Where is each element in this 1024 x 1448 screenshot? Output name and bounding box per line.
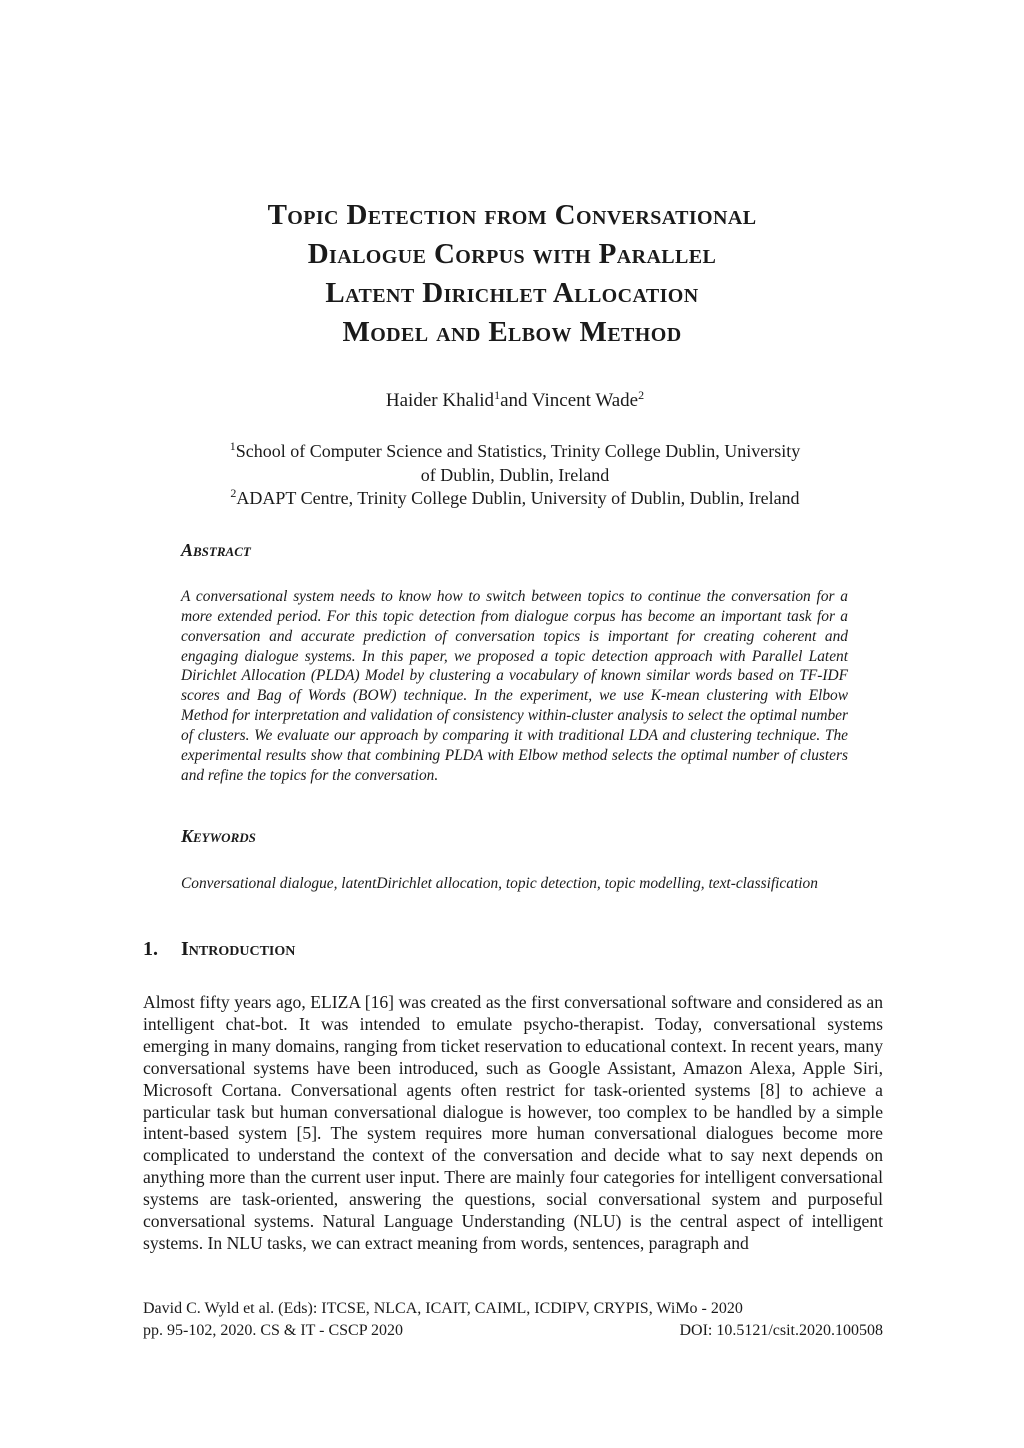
affiliation-superscript: 1 bbox=[229, 439, 236, 453]
title-line: Latent Dirichlet Allocation bbox=[325, 277, 699, 309]
section-title: Introduction bbox=[181, 938, 296, 960]
affiliation-line bbox=[170, 440, 860, 464]
footer-doi: DOI: 10.5121/csit.2020.100508 bbox=[679, 1322, 883, 1339]
author-superscript: 2 bbox=[638, 388, 645, 402]
title-line: Dialogue Corpus with Parallel bbox=[307, 238, 717, 270]
keywords-text: Conversational dialogue, latentDirichlet allocation, topic detection, topic modelling, text-classification bbox=[181, 875, 818, 892]
page-footer bbox=[143, 1298, 883, 1342]
introduction-heading bbox=[143, 938, 295, 961]
section-number: 1. bbox=[143, 938, 158, 960]
affiliation-line: of Dublin, Dublin, Ireland bbox=[420, 464, 610, 485]
footer-citation: David C. Wyld et al. (Eds): ITCSE, NLCA, ICAIT, CAIML, ICDIPV, CRYPIS, WiMo - 2020 bbox=[143, 1300, 743, 1317]
introduction-text: Almost fifty years ago, ELIZA [16] was created as the first conversational software and considered as an intelligent chat-bot. It was intended to emulate psycho-therapist. Today, conversational systems emerging in many domains, ranging from ticket reservation to educational context. In recent years, many conversational systems have been introduced, such as Google Assistant, Amazon Alexa, Apple Siri, Microsoft Cortana. Conversational agents often restrict for task-oriented systems [8] to achieve a particular task but human conversational dialogue is however, too complex to be handled by a simple intent-based system [5]. The system requires more human conversational dialogues become more complicated to understand the context of the conversation and decide what to say next depends on anything more than the current user input. There are mainly four categories for intelligent conversational systems are task-oriented, answering the questions, social conversational system and purposeful conversational systems. Natural Language Understanding (NLU) is the central aspect of intelligent systems. In NLU tasks, we can extract meaning from words, sentences, paragraph and bbox=[143, 992, 883, 1253]
keywords-heading: Keywords bbox=[181, 826, 256, 846]
footer-pages: pp. 95-102, 2020. CS & IT - CSCP 2020 bbox=[143, 1322, 404, 1339]
abstract-text: A conversational system needs to know how to switch between topics to continue the conversation for a more extended period. For this topic detection from dialogue corpus has become an important task for a conversation and accurate prediction of conversation topics is important for creating coherent and engaging dialogue systems. In this paper, we proposed a topic detection approach with Parallel Latent Dirichlet Allocation (PLDA) Model by clustering a vocabulary of known similar words based on TF-IDF scores and Bag of Words (BOW) technique. In the experiment, we use K-mean clustering with Elbow Method for interpretation and validation of consistency within-cluster analysis to select the optimal number of clusters. We evaluate our approach by comparing it with traditional LDA and clustering technique. The experimental results show that combining PLDA with Elbow method selects the optimal number of clusters and refine the topics for the conversation. bbox=[181, 588, 848, 784]
abstract-heading: Abstract bbox=[181, 540, 251, 560]
author-name: Haider Khalid bbox=[385, 390, 495, 411]
author-name: and Vincent Wade bbox=[500, 390, 639, 411]
title-line: Model and Elbow Method bbox=[342, 316, 682, 348]
affiliation-text: ADAPT Centre, Trinity College Dublin, University of Dublin, Dublin, Ireland bbox=[236, 488, 800, 508]
title-line: Topic Detection from Conversational bbox=[267, 199, 757, 231]
author-superscript: 1 bbox=[494, 388, 501, 402]
paper-title bbox=[120, 196, 904, 352]
affiliation-superscript: 2 bbox=[230, 486, 237, 500]
affiliation-line bbox=[170, 487, 860, 511]
affiliation-text: School of Computer Science and Statistics, Trinity College Dublin, University bbox=[235, 441, 801, 461]
affiliations bbox=[170, 440, 860, 511]
author-list bbox=[180, 388, 850, 414]
footer-line bbox=[143, 1320, 883, 1342]
